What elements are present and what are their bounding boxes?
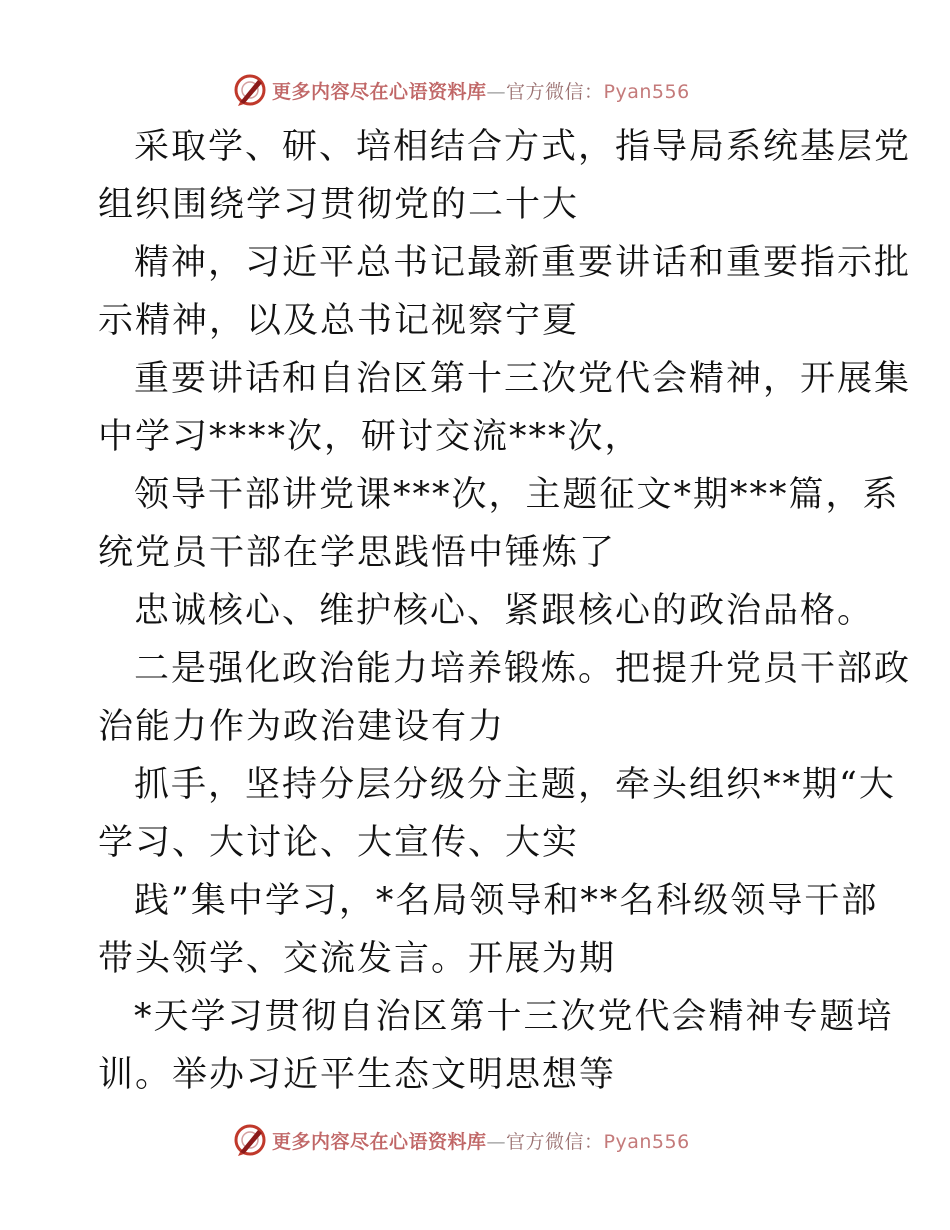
text-line: *天学习贯彻自治区第十三次党代会精神专题培 xyxy=(134,997,894,1037)
header-dash: — xyxy=(486,80,507,103)
header-banner-text xyxy=(272,77,690,104)
text-line: 二是强化政治能力培养锻炼。把提升党员干部政 xyxy=(134,649,912,689)
header-watermark-banner xyxy=(232,70,712,110)
header-brand-text: 更多内容尽在心语资料库 xyxy=(272,80,487,103)
document-body xyxy=(98,118,912,1104)
footer-watermark-banner xyxy=(232,1120,712,1160)
text-line: 示精神，以及总书记视察宁夏 xyxy=(98,301,580,341)
footer-banner-text xyxy=(272,1127,690,1154)
pen-logo-icon xyxy=(232,72,268,108)
header-wechat-label: 官方微信： xyxy=(506,80,604,103)
pen-logo-icon xyxy=(232,1122,268,1158)
text-line: 带头领学、交流发言。开展为期 xyxy=(98,939,617,979)
text-line: 忠诚核心、维护核心、紧跟核心的政治品格。 xyxy=(134,591,875,631)
text-line: 治能力作为政治建设有力 xyxy=(98,707,506,747)
text-line: 组织围绕学习贯彻党的二十大 xyxy=(98,185,580,225)
footer-brand-text: 更多内容尽在心语资料库 xyxy=(272,1130,487,1153)
footer-wechat-label: 官方微信： xyxy=(506,1130,604,1153)
text-line: 领导干部讲党课***次，主题征文*期***篇，系 xyxy=(134,475,900,515)
text-line: 学习、大讨论、大宣传、大实 xyxy=(98,823,580,863)
footer-wechat-id: Pyan556 xyxy=(603,1130,690,1153)
text-line: 践”集中学习，*名局领导和**名科级领导干部 xyxy=(134,881,879,921)
text-line: 中学习****次，研讨交流***次， xyxy=(98,417,642,457)
text-line: 统党员干部在学思践悟中锤炼了 xyxy=(98,533,617,573)
text-line: 精神，习近平总书记最新重要讲话和重要指示批 xyxy=(134,243,912,283)
text-line: 采取学、研、培相结合方式，指导局系统基层党 xyxy=(134,127,912,167)
text-line: 训。举办习近平生态文明思想等 xyxy=(98,1055,617,1095)
footer-dash: — xyxy=(486,1130,507,1153)
text-line: 抓手，坚持分层分级分主题，牵头组织**期“大 xyxy=(134,765,896,805)
text-line: 重要讲话和自治区第十三次党代会精神，开展集 xyxy=(134,359,912,399)
header-wechat-id: Pyan556 xyxy=(603,80,690,103)
